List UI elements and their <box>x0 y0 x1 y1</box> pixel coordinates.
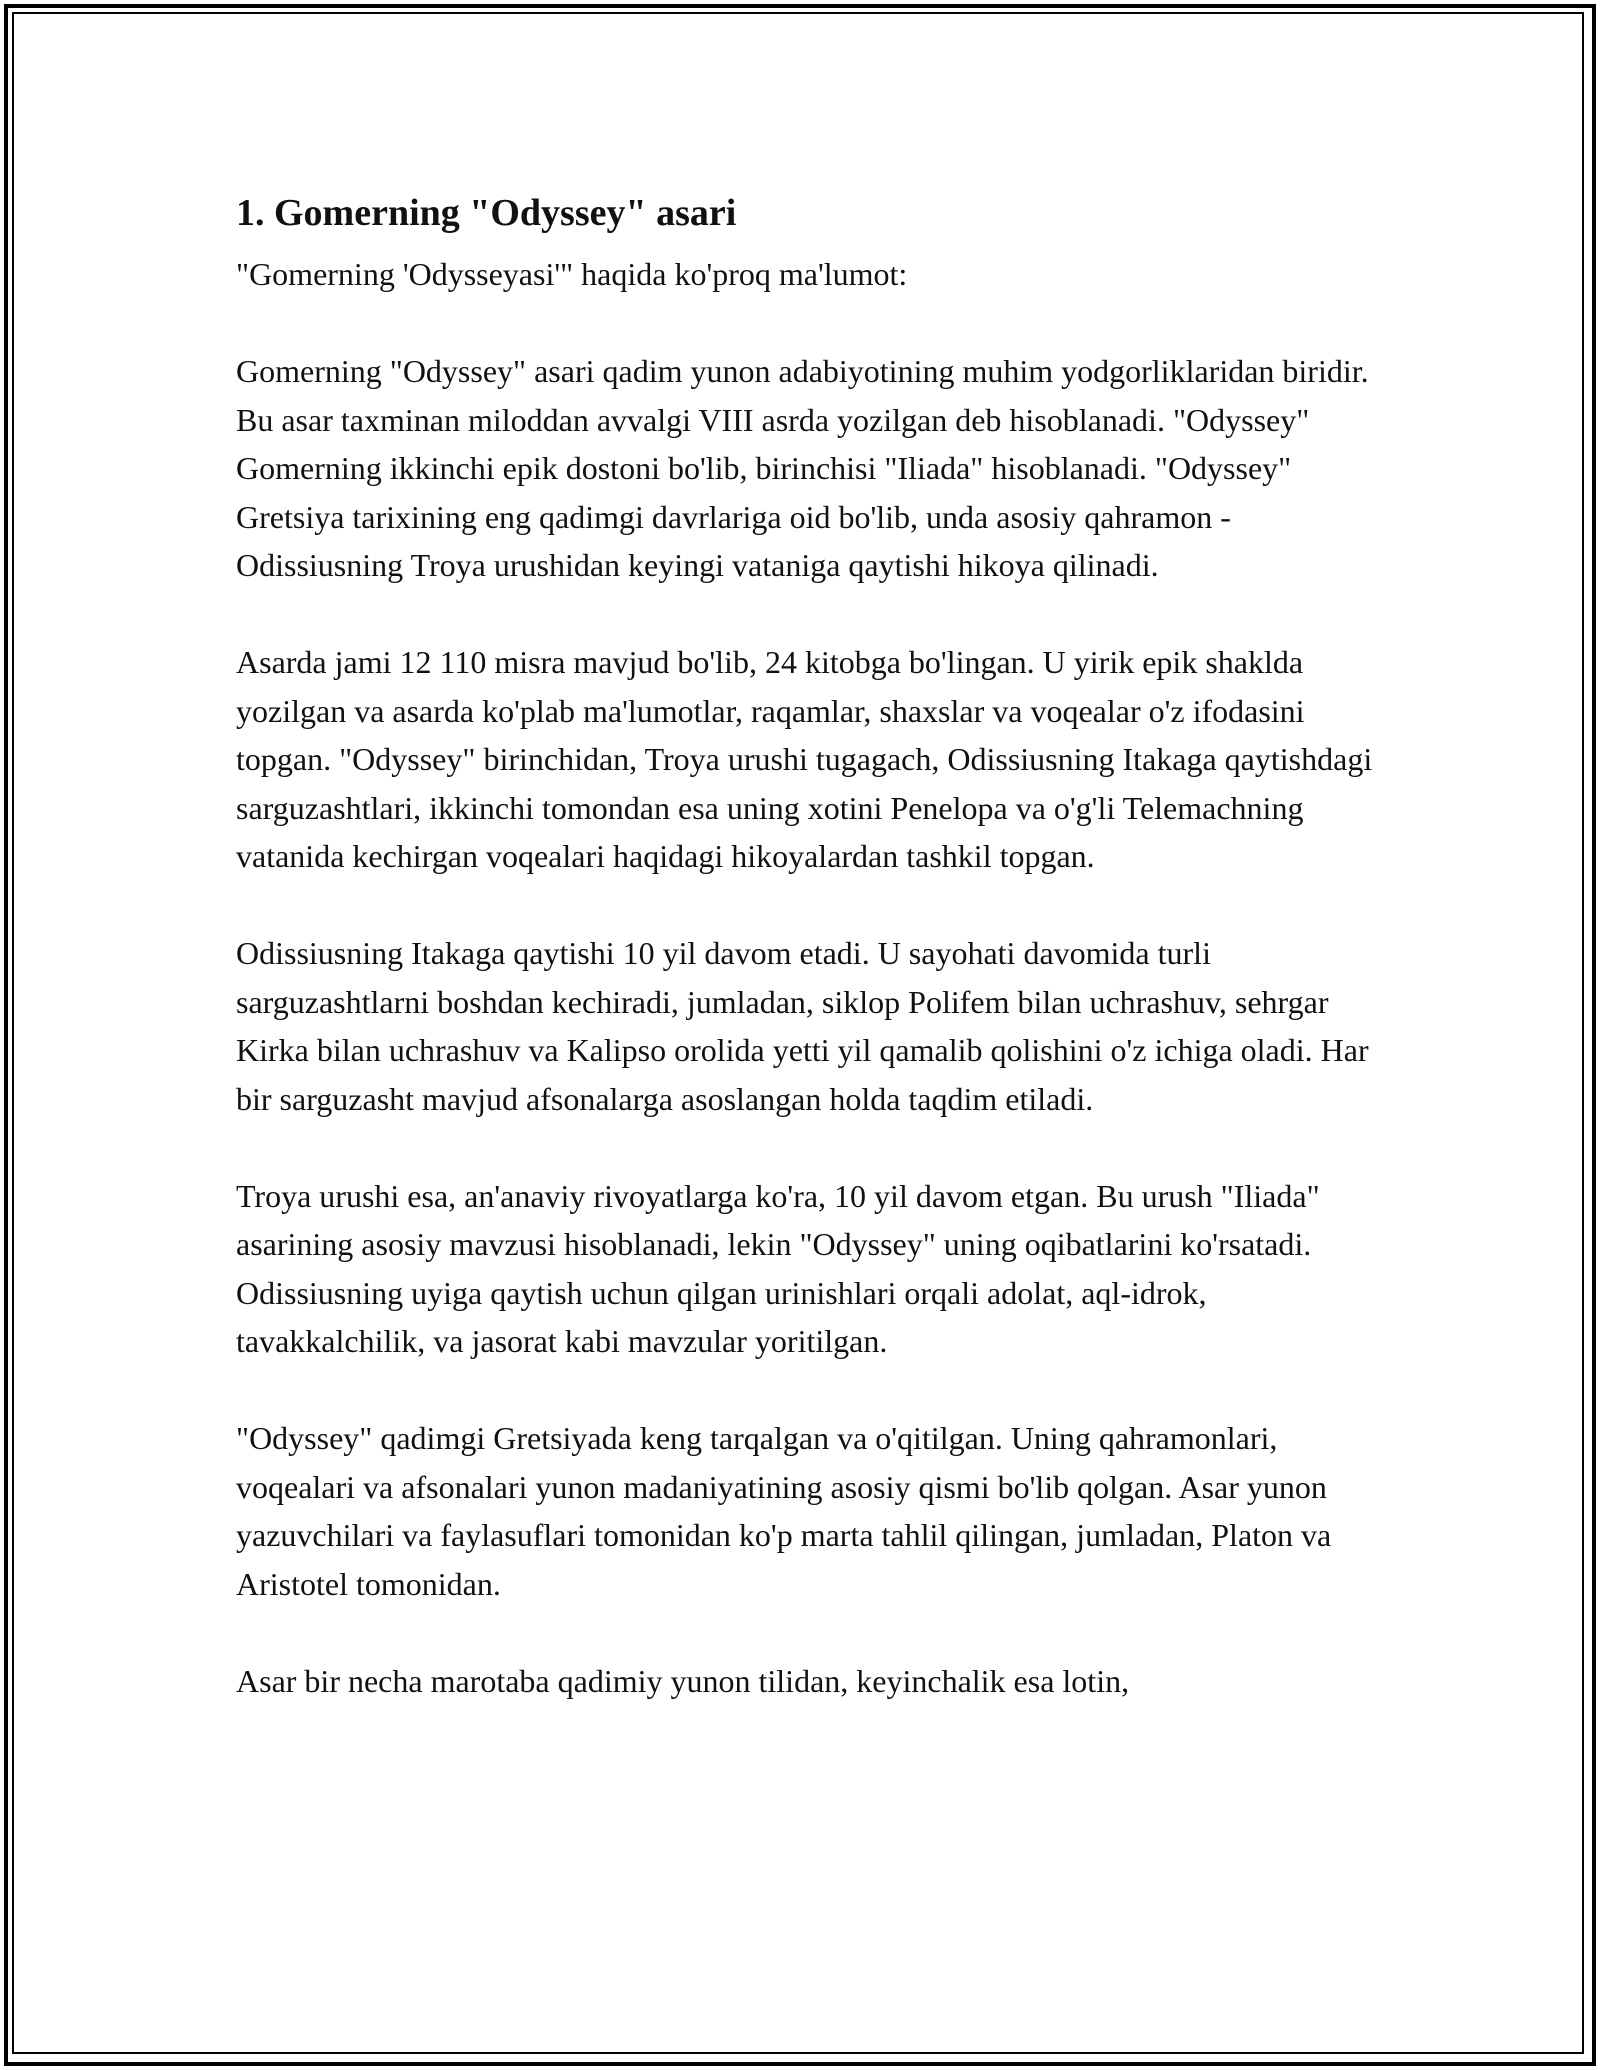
paragraph-3: Odissiusning Itakaga qaytishi 10 yil davom etadi. U sayohati davomida turli sarguzashtlarni boshdan kechiradi, jumladan, siklop Polifem bilan uchrashuv, sehrgar Kirka bilan uchrashuv va Kalipso orolida yetti yil qamalib qolishini o'z ichiga oladi. Har bir sarguzasht mavjud afsonalarga asoslangan holda taqdim etiladi. <box>236 935 1369 1117</box>
paragraph-5: "Odyssey" qadimgi Gretsiyada keng tarqalgan va o'qitilgan. Uning qahramonlari, voqealari va afsonalari yunon madaniyatining asosiy qismi bo'lib qolgan. Asar yunon yazuvchilari va faylasuflari tomonidan ko'p marta tahlil qilingan, jumladan, Platon va Aristotel tomonidan. <box>236 1420 1332 1602</box>
paragraph-4: Troya urushi esa, an'anaviy rivoyatlarga ko'ra, 10 yil davom etgan. Bu urush "Iliada" asarining asosiy mavzusi hisoblanadi, lekin "Odyssey" uning oqibatlarini ko'rsatadi. Odissiusning uyiga qaytish uchun qilgan urinishlari orqali adolat, aql-idrok, tavakkalchilik, va jasorat kabi mavzular yoritilgan. <box>236 1177 1320 1359</box>
intro-paragraph: "Gomerning 'Odysseyasi'" haqida ko'proq ma'lumot: <box>236 256 908 292</box>
paragraph-6: Asar bir necha marotaba qadimiy yunon tilidan, keyinchalik esa lotin, <box>236 1662 1130 1699</box>
paragraph-1: Gomerning "Odyssey" asari qadim yunon adabiyotining muhim yodgorliklaridan biridir. Bu asar taxminan miloddan avvalgi VIII asrda yozilgan deb hisoblanadi. "Odyssey" Gomerning ikkinchi epik dostoni bo'lib, birinchisi "Iliada" hisoblanadi. "Odyssey" Gretsiya tarixining eng qadimgi davrlariga oid bo'lib, unda asosiy qahramon - Odissiusning Troya urushidan keyingi vataniga qaytishi hikoya qilinadi. <box>236 353 1369 583</box>
document-body <box>236 186 1396 1754</box>
document-title: 1. Gomerning "Odyssey" asari <box>236 192 737 234</box>
paragraph-2: Asarda jami 12 110 misra mavjud bo'lib, 24 kitobga bo'lingan. U yirik epik shaklda yozilgan va asarda ko'plab ma'lumotlar, raqamlar, shaxslar va voqealar o'z ifodasini topgan. "Odyssey" birinchidan, Troya urushi tugagach, Odissiusning Itakaga qaytishdagi sarguzashtlari, ikkinchi tomondan esa uning xotini Penelopa va o'g'li Telemachning vatanida kechirgan voqealari haqidagi hikoyalardan tashkil topgan. <box>236 644 1373 874</box>
